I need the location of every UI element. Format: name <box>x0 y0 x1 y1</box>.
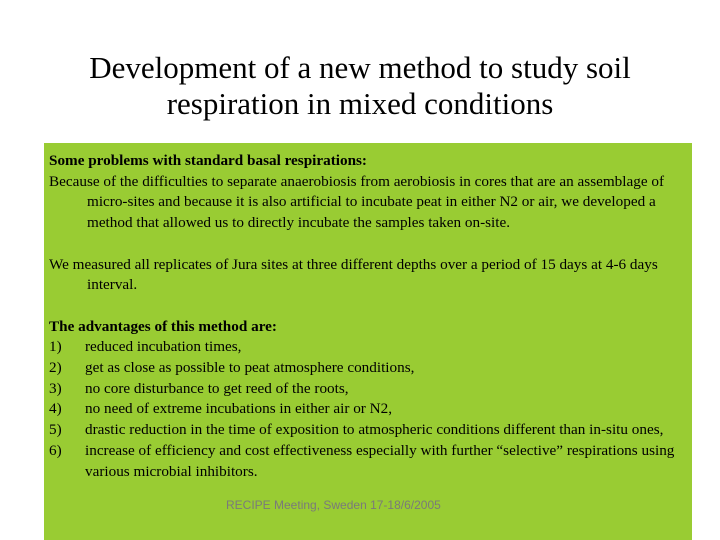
list-item-number: 4) <box>49 400 62 418</box>
list-item <box>49 420 689 441</box>
list-item-number: 5) <box>49 421 62 439</box>
advantages-list <box>49 337 689 482</box>
measured-paragraph: We measured all replicates of Jura sites at three different depths over a period of 15 days at 4-6 days interval. <box>49 255 658 294</box>
problems-heading: Some problems with standard basal respirations: <box>49 152 367 169</box>
slide-title: Development of a new method to study soil respiration in mixed conditions <box>89 50 631 121</box>
list-item-number: 3) <box>49 379 62 397</box>
list-item-text: reduced incubation times, <box>85 338 242 356</box>
list-item-text: no need of extreme incubations in either air or N2, <box>85 400 393 418</box>
list-item <box>49 337 689 358</box>
list-item-number: 2) <box>49 359 62 376</box>
content-body <box>49 151 689 482</box>
list-item <box>49 379 689 400</box>
list-item-number: 1) <box>49 338 62 356</box>
list-item <box>49 441 689 482</box>
list-item-text: increase of efficiency and cost effectiveness especially with further “selective” respirations using various microbial inhibitors. <box>85 441 675 480</box>
slide-footer: RECIPE Meeting, Sweden 17-18/6/2005 <box>226 498 441 512</box>
advantages-heading: The advantages of this method are: <box>49 317 277 335</box>
list-item <box>49 358 689 379</box>
list-item-text: drastic reduction in the time of exposition to atmospheric conditions different than in-situ ones, <box>85 421 664 439</box>
list-item-text: get as close as possible to peat atmosphere conditions, <box>85 359 415 376</box>
list-item-number: 6) <box>49 441 62 459</box>
list-item <box>49 399 689 420</box>
problems-paragraph: Because of the difficulties to separate anaerobiosis from aerobiosis in cores that are an assemblage of micro-sites and because it is also artificial to incubate peat in either N2 or air, we developed a method that allowed us to directly incubate the samples taken on-site. <box>49 172 665 232</box>
list-item-text: no core disturbance to get reed of the roots, <box>85 379 349 397</box>
